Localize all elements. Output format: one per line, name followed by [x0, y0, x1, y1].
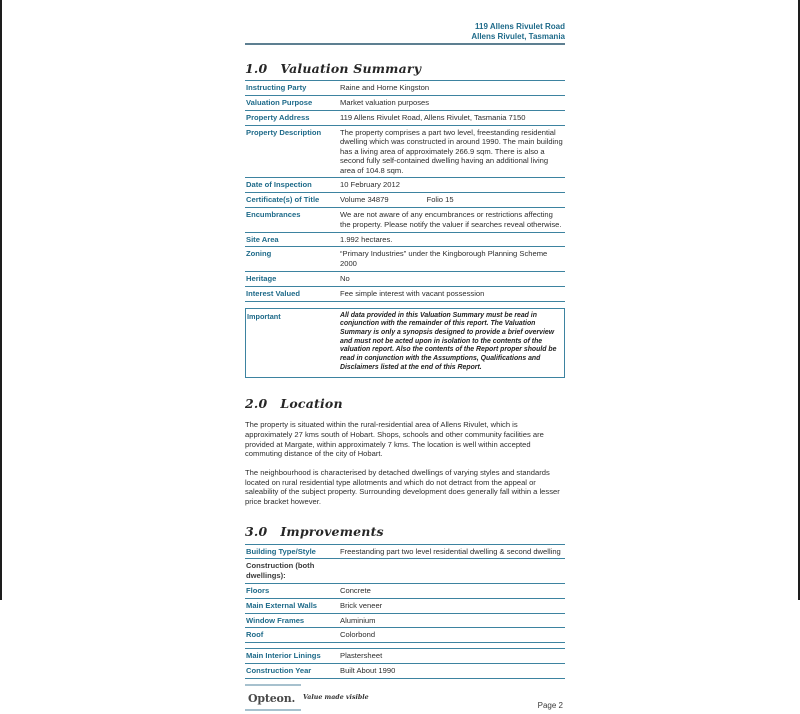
row-value: Aluminium	[340, 615, 376, 625]
table-row	[245, 663, 565, 678]
table-row	[245, 110, 565, 125]
section-heading-improvements	[245, 524, 565, 539]
row-label: Roof	[246, 630, 264, 640]
section-title: Valuation Summary	[280, 61, 422, 77]
section-heading-location	[245, 396, 565, 411]
row-label: Heritage	[246, 273, 277, 283]
table-row	[245, 583, 565, 598]
row-label: Instructing Party	[246, 83, 307, 93]
row-label: Main Interior Linings	[246, 651, 321, 661]
row-label: Date of Inspection	[246, 180, 312, 190]
screen-edge-left	[0, 0, 2, 600]
header-address-line2: Allens Rivulet, Tasmania	[471, 31, 565, 41]
improvements-table	[245, 544, 565, 680]
table-row	[245, 613, 565, 628]
row-value: No	[340, 273, 350, 283]
row-label: Main External Walls	[246, 600, 318, 610]
row-label: Property Description	[246, 127, 322, 137]
table-row	[245, 246, 565, 270]
table-row	[245, 286, 565, 301]
opteon-logo	[245, 684, 301, 711]
section-title: Location	[280, 396, 343, 412]
table-row	[245, 95, 565, 110]
row-value: Colorbond	[340, 630, 376, 640]
row-value: Market valuation purposes	[340, 98, 430, 108]
row-label: Encumbrances	[246, 210, 301, 220]
header-address-line1: 119 Allens Rivulet Road	[475, 22, 565, 31]
row-label: Construction (both dwellings):	[246, 561, 315, 580]
table-row	[245, 627, 565, 642]
row-label: Property Address	[246, 113, 310, 122]
table-row	[245, 558, 565, 582]
row-value-folio: Folio 15	[426, 195, 454, 205]
row-value: 1.992 hectares.	[340, 234, 393, 244]
important-text: All data provided in this Valuation Summary must be read in conjunction with the remainder of this report. The Valuation Summary is only a synopsis designed to provide a brief overview and must not be acted upon in isolation to the contents of the valuation report. Also the contents of the Report proper should be read in conjunction with the Assumptions, Qualifications and Disclaimers listed at the end of this Report.	[340, 311, 557, 371]
section-heading-valuation-summary	[245, 61, 565, 76]
row-label: Building Type/Style	[246, 546, 316, 556]
row-label: Construction Year	[246, 666, 312, 676]
page-number: Page 2	[537, 701, 563, 711]
row-value: Fee simple interest with vacant possession	[340, 288, 485, 298]
row-value: Volume 34879	[340, 195, 389, 205]
row-value: 119 Allens Rivulet Road, Allens Rivulet, Tasmania 7150	[340, 113, 526, 122]
row-label: Floors	[246, 585, 270, 595]
location-paragraph: The property is situated within the rural-residential area of Allens Rivulet, which is approximately 27 kms south of Hobart. Shops, schools and other community facilities are provided at Margate, within approximately 7 kms. The location is well within accepted commuting distance of the city of Hobart.	[245, 420, 544, 459]
row-value: We are not aware of any encumbrances or restrictions affecting the property. Please notify the valuer if searches reveal otherwise.	[340, 210, 562, 229]
location-paragraphs	[245, 420, 565, 506]
row-value: Freestanding part two level residential dwelling & second dwelling	[340, 546, 561, 556]
valuation-summary-table	[245, 80, 565, 301]
row-label: Window Frames	[246, 615, 305, 625]
table-row	[245, 125, 565, 178]
important-note-box	[245, 308, 565, 379]
report-page	[245, 0, 565, 714]
footer-tagline: Value made visible	[303, 694, 369, 702]
row-value: Plastersheet	[340, 651, 383, 661]
row-value: Raine and Horne Kingston	[340, 83, 430, 93]
row-label: Certificate(s) of Title	[246, 195, 320, 205]
table-row	[245, 80, 565, 95]
section-number: 1.0	[245, 61, 268, 77]
opteon-logo-text: Opteon.	[248, 692, 296, 706]
section-number: 2.0	[245, 396, 268, 412]
row-label: Site Area	[246, 234, 279, 244]
table-row	[245, 177, 565, 192]
page-header	[245, 0, 565, 45]
row-value	[330, 561, 565, 580]
page-footer	[245, 684, 565, 714]
table-row	[245, 648, 565, 663]
row-value: The property comprises a part two level, freestanding residential dwelling which was constructed in around 1990. The main building has a living area of approximately 266.9 sqm. There is also a second fully self-contained dwelling having an additional living area of 104.8 sqm.	[340, 127, 563, 175]
row-value: Brick veneer	[340, 600, 383, 610]
table-row	[245, 207, 565, 231]
important-label: Important	[247, 311, 281, 321]
row-label: Interest Valued	[246, 288, 301, 298]
section-title: Improvements	[280, 523, 384, 539]
row-label: Valuation Purpose	[246, 98, 313, 108]
table-row	[245, 192, 565, 207]
row-label: Zoning	[246, 249, 272, 259]
row-value: 10 February 2012	[340, 180, 400, 190]
table-row	[245, 271, 565, 286]
table-row	[245, 232, 565, 247]
location-paragraph: The neighbourhood is characterised by detached dwellings of varying styles and standards located on rural residential type allotments and which do not detract from the appeal or saleability of the subject property. Surrounding development does generally fall within a lesser price bracket however.	[245, 467, 560, 506]
row-value: “Primary Industries” under the Kingborough Planning Scheme 2000	[340, 249, 548, 268]
row-value: Built About 1990	[340, 666, 396, 676]
row-value: Concrete	[340, 585, 371, 595]
table-row	[245, 544, 565, 559]
section-number: 3.0	[245, 523, 268, 539]
